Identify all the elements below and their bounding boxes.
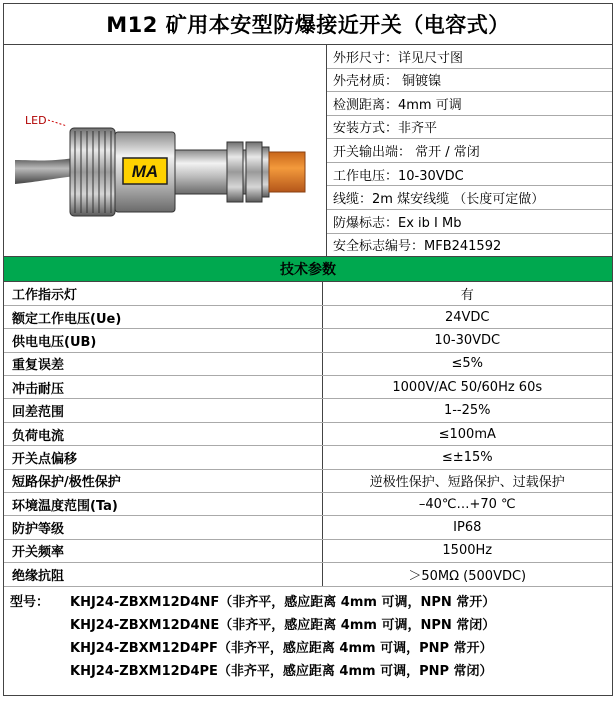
- param-value: ≤5%: [322, 352, 612, 375]
- cable: [15, 158, 75, 184]
- param-value: 10-30VDC: [322, 329, 612, 352]
- table-row: [4, 469, 612, 492]
- sensor-housing: [115, 132, 175, 212]
- sensing-face: [269, 152, 305, 192]
- param-name: 额定工作电压(Ue): [4, 305, 322, 328]
- param-value: IP68: [322, 516, 612, 539]
- model-list: [4, 587, 612, 681]
- spec-housing-material: 外壳材质： 铜镀镍: [327, 69, 612, 93]
- led-label: LED: [25, 113, 47, 127]
- param-value: 1500Hz: [322, 539, 612, 562]
- param-value: –40℃…+70 ℃: [322, 493, 612, 516]
- param-value: 有: [322, 282, 612, 305]
- list-item: [10, 589, 612, 612]
- hex-nuts: [227, 142, 269, 202]
- param-name: 开关频率: [4, 539, 322, 562]
- param-value: 1000V/AC 50/60Hz 60s: [322, 376, 612, 399]
- table-row: [4, 539, 612, 562]
- ma-badge-text: MA: [131, 161, 159, 181]
- param-value: ≤±15%: [322, 446, 612, 469]
- spec-mounting: 安装方式：非齐平: [327, 116, 612, 140]
- param-name: 冲击耐压: [4, 376, 322, 399]
- knurled-nut: [70, 128, 115, 216]
- proximity-sensor-image: [15, 76, 315, 226]
- table-row: [4, 516, 612, 539]
- list-item: [10, 612, 612, 635]
- spec-detection-distance: 检测距离：4mm 可调: [327, 92, 612, 116]
- model-text: KHJ24-ZBXM12D4PE（非齐平，感应距离 4mm 可调，PNP 常闭）: [70, 663, 493, 679]
- table-row: [4, 329, 612, 352]
- model-text: KHJ24-ZBXM12D4PF（非齐平，感应距离 4mm 可调，PNP 常开）: [70, 640, 493, 656]
- param-value: ＞50MΩ (500VDC): [322, 563, 612, 586]
- table-row: [4, 563, 612, 586]
- model-label: 型号：: [10, 594, 50, 610]
- param-name: 负荷电流: [4, 422, 322, 445]
- table-row: [4, 422, 612, 445]
- param-name: 防护等级: [4, 516, 322, 539]
- param-value: 24VDC: [322, 305, 612, 328]
- table-row: [4, 493, 612, 516]
- parameter-table: [4, 282, 612, 587]
- param-name: 重复误差: [4, 352, 322, 375]
- model-text: KHJ24-ZBXM12D4NE（非齐平，感应距离 4mm 可调，NPN 常闭）: [70, 617, 496, 633]
- table-row: [4, 399, 612, 422]
- param-name: 短路保护/极性保护: [4, 469, 322, 492]
- param-value: ≤100mA: [322, 422, 612, 445]
- spec-output: 开关输出端： 常开 / 常闭: [327, 139, 612, 163]
- spec-voltage: 工作电压：10-30VDC: [327, 163, 612, 187]
- param-name: 环境温度范围(Ta): [4, 493, 322, 516]
- param-value: 1--25%: [322, 399, 612, 422]
- spec-safety-number: 安全标志编号：MFB241592: [333, 239, 502, 255]
- table-row: [4, 305, 612, 328]
- list-item: [10, 658, 612, 681]
- param-name: 绝缘抗阻: [4, 563, 322, 586]
- param-name: 供电电压(UB): [4, 329, 322, 352]
- product-image-cell: [4, 45, 327, 256]
- led-leader-line: [48, 120, 67, 126]
- model-text: KHJ24-ZBXM12D4NF（非齐平，感应距离 4mm 可调，NPN 常开）: [70, 594, 496, 610]
- page-title: M12 矿用本安型防爆接近开关（电容式）: [4, 4, 612, 45]
- param-value: 逆极性保护、短路保护、过载保护: [322, 469, 612, 492]
- list-item: [10, 635, 612, 658]
- table-row: [4, 282, 612, 305]
- spec-cable: 线缆：2m 煤安线缆 （长度可定做）: [327, 186, 612, 210]
- spec-list: [327, 45, 612, 256]
- spec-explosion-mark: 防爆标志：Ex ib I Mb: [327, 210, 612, 234]
- param-name: 工作指示灯: [4, 282, 322, 305]
- section-header-technical: 技术参数: [4, 257, 612, 282]
- spec-sheet: [3, 3, 613, 696]
- table-row: [4, 352, 612, 375]
- spec-dimensions: 外形尺寸：详见尺寸图: [327, 45, 612, 69]
- overview-section: [4, 45, 612, 257]
- table-row: [4, 446, 612, 469]
- table-row: [4, 376, 612, 399]
- param-name: 开关点偏移: [4, 446, 322, 469]
- param-name: 回差范围: [4, 399, 322, 422]
